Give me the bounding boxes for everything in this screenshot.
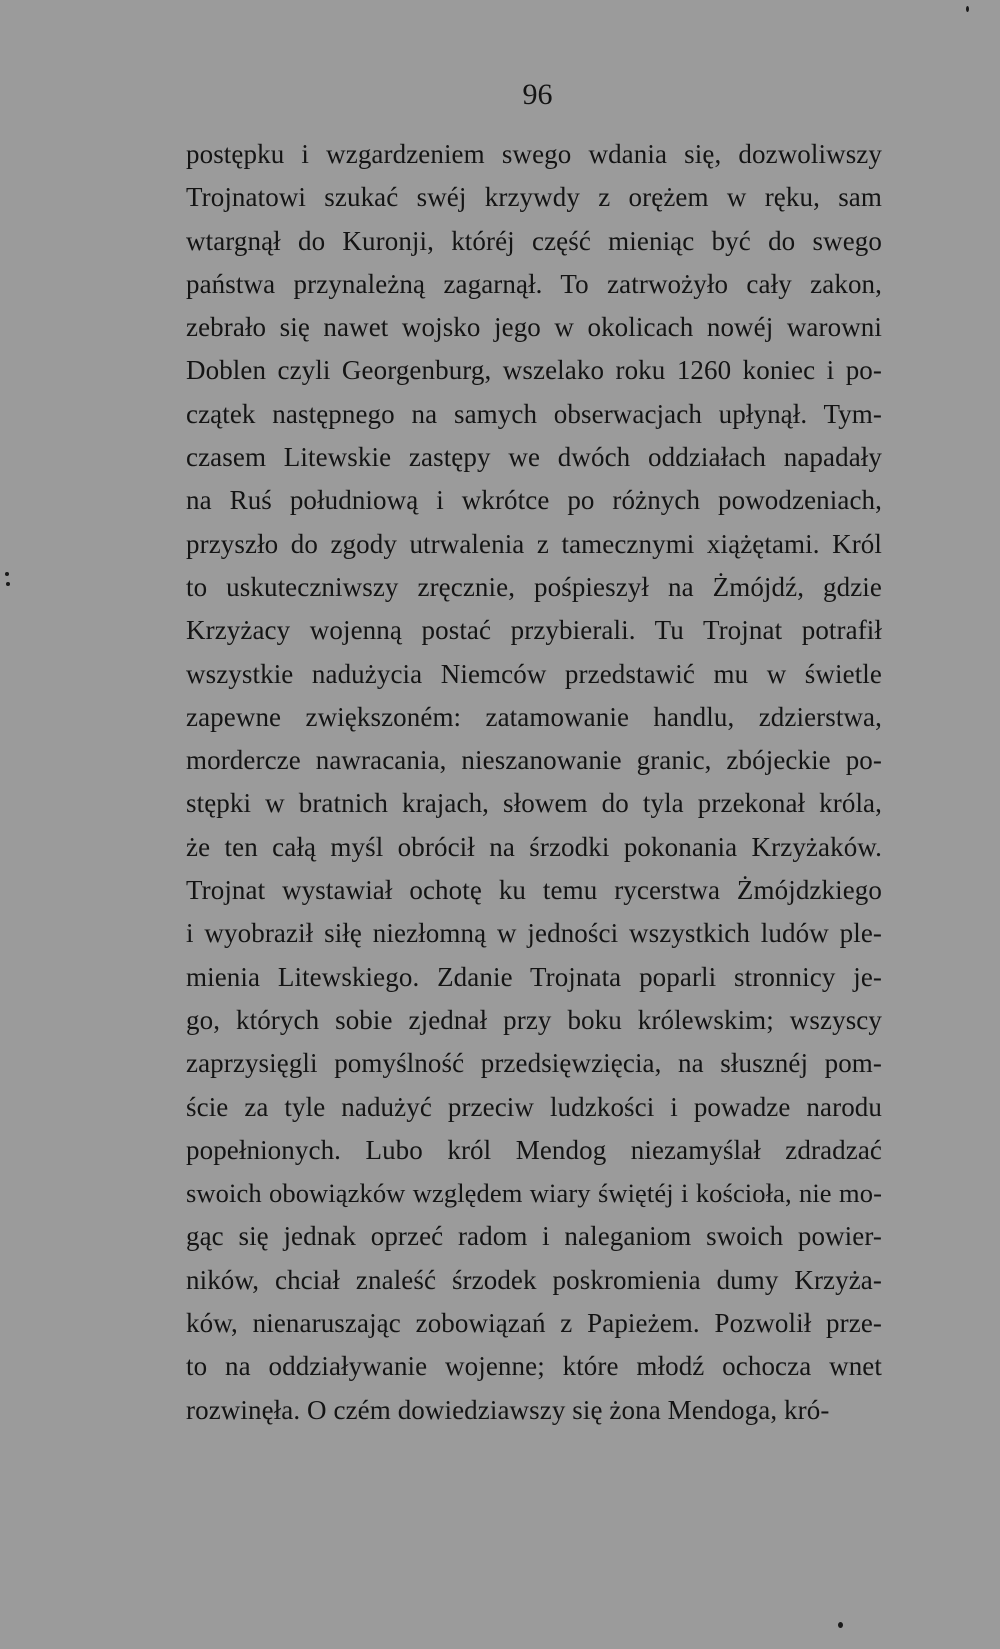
text-line: Trojnatowi szukać swéj krzywdy z orężem w ręku, sam [186,182,882,213]
text-line: mordercze nawracania, nieszanowanie granic, zbójeckie po- [186,745,882,776]
page-number: 96 [522,78,553,111]
text-line: i wyobraził siłę niezłomną w jedności wszystkich ludów ple- [186,918,882,949]
body-text [186,133,882,1432]
text-line: ków, nienaruszając zobowiązań z Papieżem. Pozwolił prze- [186,1308,882,1339]
text-line: stępki w bratnich krajach, słowem do tyla przekonał króla, [186,788,882,819]
text-line: swoich obowiązków względem wiary świętéj i kościoła, nie mo- [186,1178,882,1209]
text-line: rozwinęła. O czém dowiedziawszy się żona Mendoga, kró- [186,1394,830,1425]
text-line: popełnionych. Lubo król Mendog niezamyślał zdradzać [186,1134,882,1165]
scan-speck [6,582,10,586]
text-line: go, których sobie zjednał przy boku królewskim; wszyscy [186,1004,882,1035]
text-line: postępku i wzgardzeniem swego wdania się, dozwoliwszy [186,139,882,169]
scan-speck [5,572,9,576]
text-line: wtargnął do Kuronji, któréj część mieniąc być do swego [186,225,882,256]
text-line: na Ruś południową i wkrótce po różnych powodzeniach, [186,485,882,516]
text-line: zapewne zwiększoném: zatamowanie handlu, zdzierstwa, [186,701,882,732]
text-line: Trojnat wystawiał ochotę ku temu rycerstwa Żmójdzkiego [186,875,882,906]
text-line: że ten całą myśl obrócił na śrzodki pokonania Krzyżaków. [186,831,882,862]
text-line: mienia Litewskiego. Zdanie Trojnata poparli stronnicy je- [186,961,882,992]
text-line: zaprzysięgli pomyślność przedsięwzięcia, na słusznéj pom- [186,1048,882,1079]
text-line: czasem Litewskie zastępy we dwóch oddziałach napadały [186,442,882,473]
text-line: ników, chciał znaleść śrzodek poskromienia dumy Krzyża- [186,1264,882,1295]
text-line: gąc się jednak oprzeć radom i naleganiom swoich powier- [186,1221,882,1252]
text-line: to uskuteczniwszy zręcznie, pośpieszył na Żmójdź, gdzie [186,571,882,602]
text-line: przyszło do zgody utrwalenia z tamecznymi xiążętami. Król [186,528,882,559]
text-line: to na oddziaływanie wojenne; które młodź ochocza wnet [186,1351,882,1382]
text-line: Doblen czyli Georgenburg, wszelako roku 1260 koniec i po- [186,355,882,386]
text-line: ście za tyle nadużyć przeciw ludzkości i powadze narodu [186,1091,882,1122]
scan-speck [966,6,969,12]
text-line: zebrało się nawet wojsko jego w okolicach nowéj warowni [186,312,882,343]
text-line: państwa przynależną zagarnął. To zatrwożyło cały zakon, [186,268,882,299]
text-line: Krzyżacy wojenną postać przybierali. Tu Trojnat potrafił [186,615,882,646]
text-line: czątek następnego na samych obserwacjach upłynął. Tym- [186,398,882,429]
text-line: wszystkie nadużycia Niemców przedstawić mu w świetle [186,658,882,689]
scan-speck [838,1622,843,1628]
